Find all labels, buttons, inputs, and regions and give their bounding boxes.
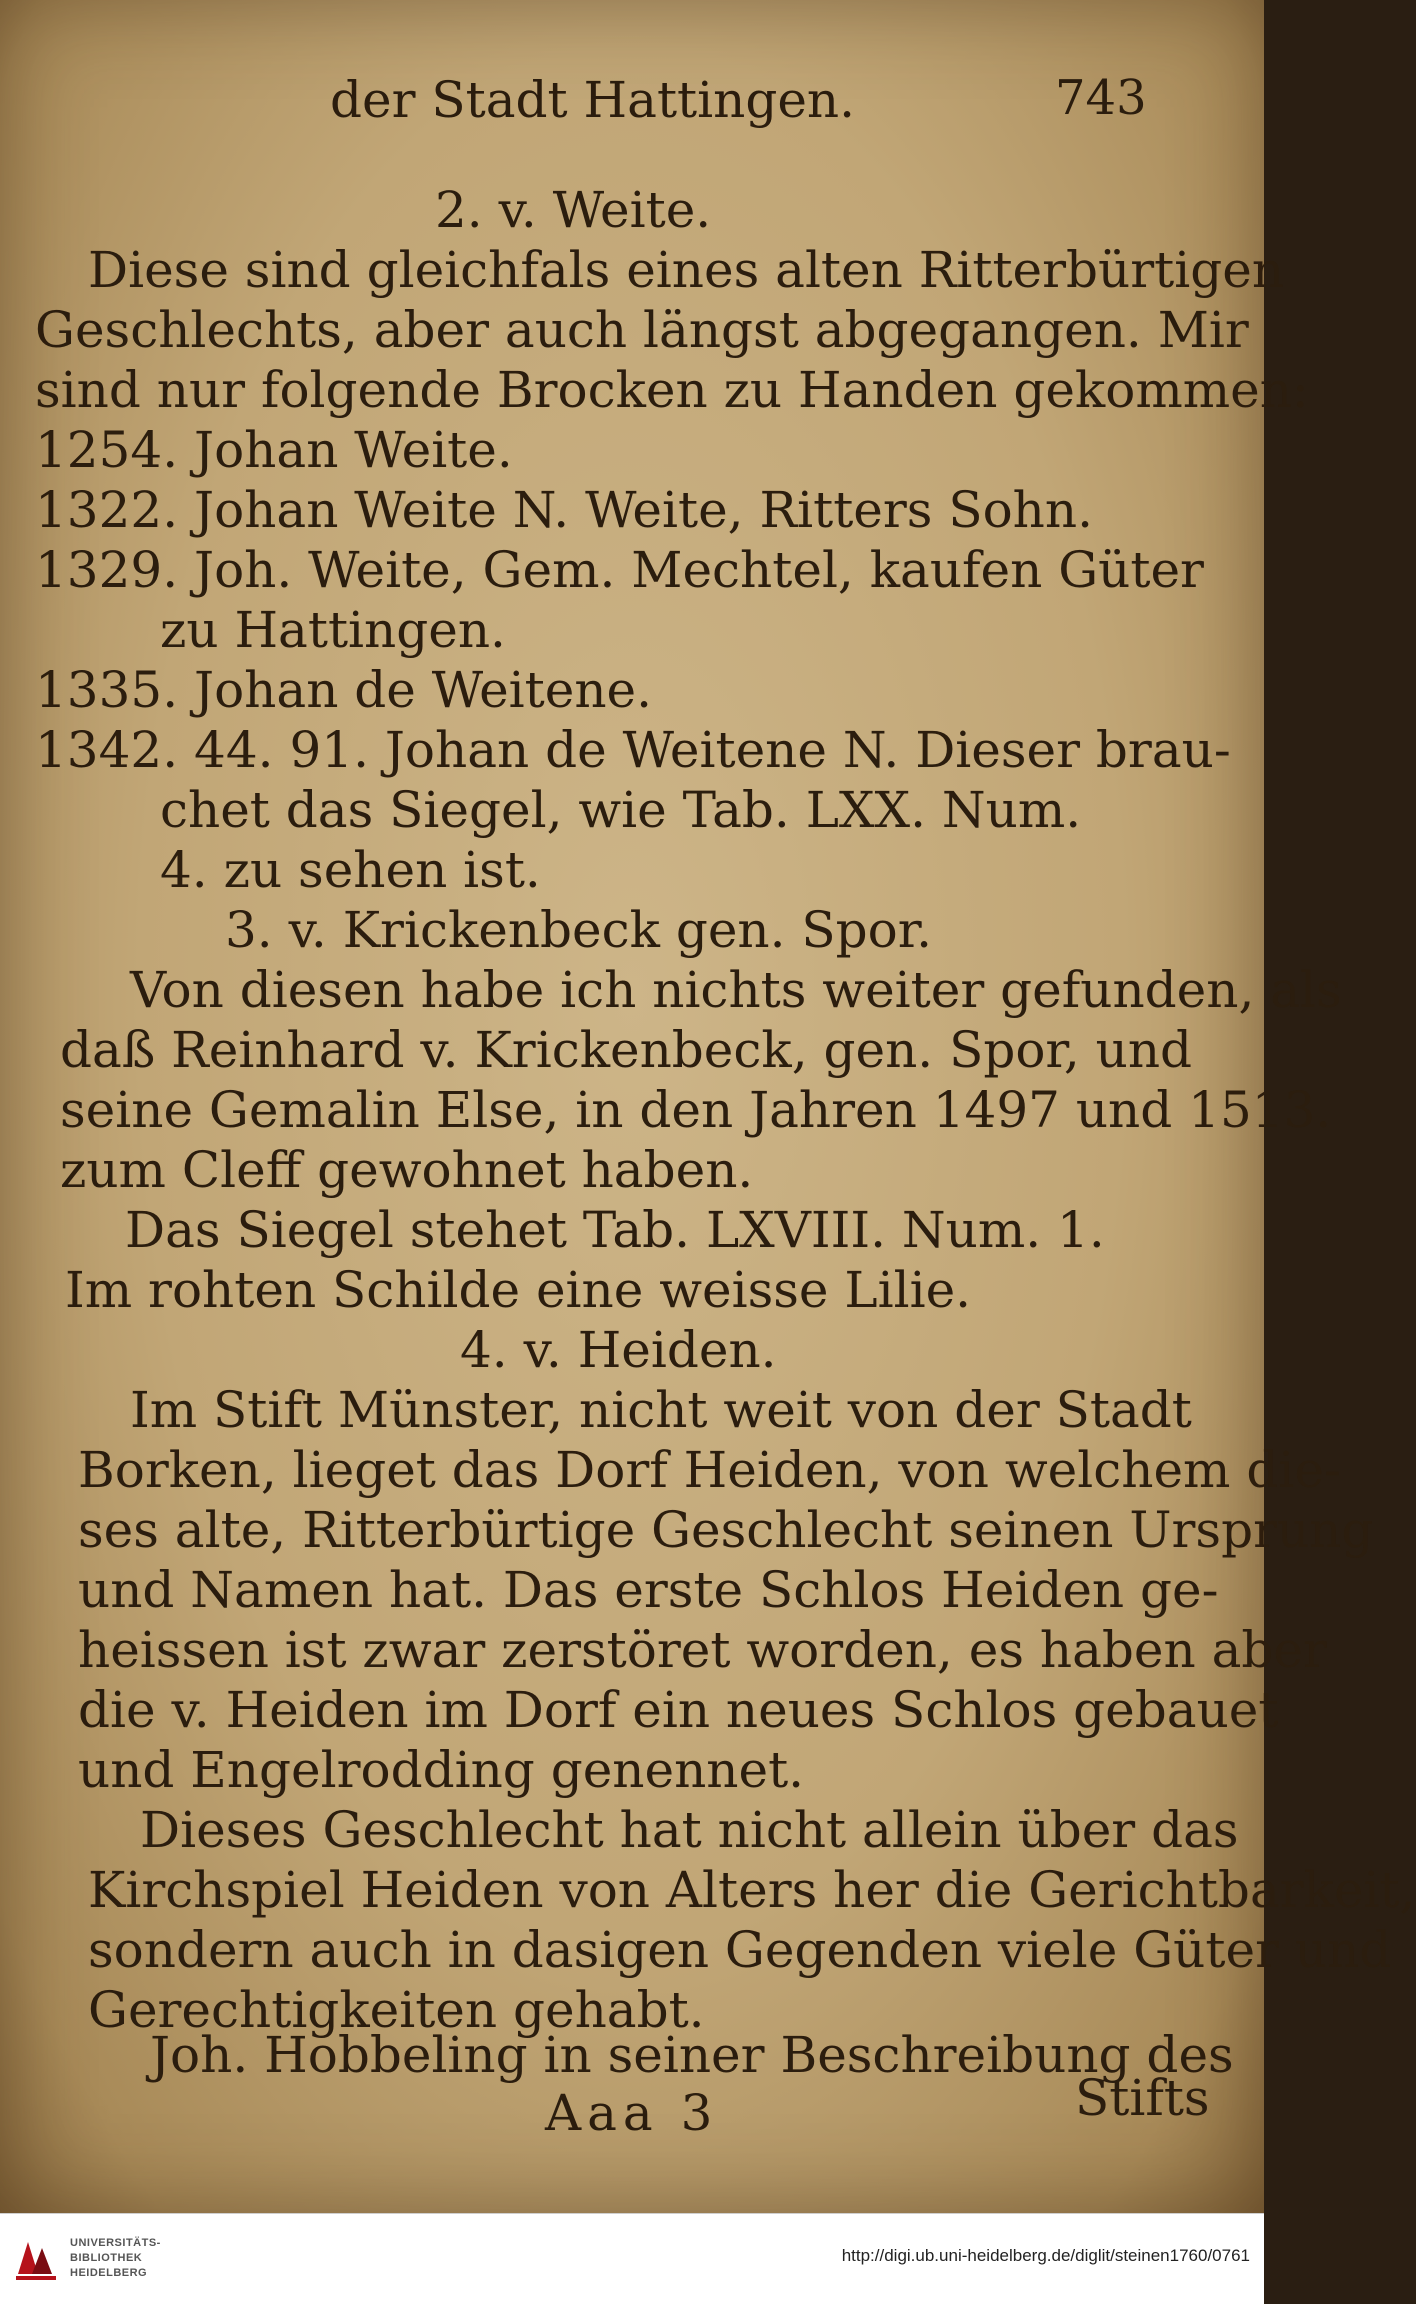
text-line: Kirchspiel Heiden von Alters her die Gerichtbarkeit, — [88, 1861, 1416, 1919]
text-line: Gerechtigkeiten gehabt. — [88, 1981, 705, 2039]
library-name-line: BIBLIOTHEK — [70, 2252, 143, 2264]
text-line: Joh. Hobbeling in seiner Beschreibung des — [150, 2026, 1234, 2084]
text-line: zum Cleff gewohnet haben. — [60, 1141, 754, 1199]
text-line: Im rohten Schilde eine weisse Lilie. — [65, 1261, 972, 1319]
text-line: 1335. Johan de Weitene. — [35, 661, 653, 719]
text-line: Von diesen habe ich nichts weiter gefunden, als — [130, 961, 1342, 1019]
university-library-logo-icon[interactable] — [12, 2234, 62, 2284]
catchword: Stifts — [1075, 2069, 1210, 2127]
running-header-title: der Stadt Hattingen. — [330, 71, 856, 129]
library-name-line: UNIVERSITÄTS- — [70, 2237, 161, 2249]
text-line: 1342. 44. 91. Johan de Weitene N. Dieser brau- — [35, 721, 1231, 779]
text-line: 1254. Johan Weite. — [35, 421, 513, 479]
text-line: ses alte, Ritterbürtige Geschlecht seinen Ursprung — [78, 1501, 1374, 1559]
signature-mark: Aaa 3 — [545, 2084, 719, 2142]
text-line: 4. zu sehen ist. — [160, 841, 541, 899]
section-heading-weite: 2. v. Weite. — [435, 181, 712, 239]
section-heading-krickenbeck: 3. v. Krickenbeck gen. Spor. — [225, 901, 933, 959]
footer-bar — [0, 2213, 1264, 2304]
text-line: die v. Heiden im Dorf ein neues Schlos gebauet — [78, 1681, 1279, 1739]
text-line: sondern auch in dasigen Gegenden viele Güter und — [88, 1921, 1392, 1979]
text-line: seine Gemalin Else, in den Jahren 1497 und 1513. — [60, 1081, 1332, 1139]
text-line: heissen ist zwar zerstöret worden, es haben aber — [78, 1621, 1327, 1679]
text-line: Borken, lieget das Dorf Heiden, von welchem die- — [78, 1441, 1341, 1499]
text-line: Im Stift Münster, nicht weit von der Stadt — [130, 1381, 1192, 1439]
text-line: zu Hattingen. — [160, 601, 506, 659]
text-line: Geschlechts, aber auch längst abgegangen. Mir — [35, 301, 1249, 359]
text-line: und Engelrodding genennet. — [78, 1741, 805, 1799]
text-line: Das Siegel stehet Tab. LXVIII. Num. 1. — [125, 1201, 1105, 1259]
library-name — [70, 2236, 210, 2281]
page-number: 743 — [1055, 70, 1147, 126]
text-line: und Namen hat. Das erste Schlos Heiden ge- — [78, 1561, 1219, 1619]
source-url-link[interactable]: http://digi.ub.uni-heidelberg.de/diglit/steinen1760/0761 — [841, 2246, 1250, 2265]
text-line: 1322. Johan Weite N. Weite, Ritters Sohn. — [35, 481, 1093, 539]
text-line: sind nur folgende Brocken zu Handen gekommen: — [35, 361, 1309, 419]
text-line: daß Reinhard v. Krickenbeck, gen. Spor, und — [60, 1021, 1193, 1079]
text-line: 1329. Joh. Weite, Gem. Mechtel, kaufen Güter — [35, 541, 1204, 599]
library-name-line: HEIDELBERG — [70, 2267, 148, 2279]
text-line: chet das Siegel, wie Tab. LXX. Num. — [160, 781, 1082, 839]
section-heading-heiden: 4. v. Heiden. — [460, 1321, 777, 1379]
text-line: Diese sind gleichfals eines alten Ritterbürtigen — [88, 241, 1285, 299]
text-line: Dieses Geschlecht hat nicht allein über das — [140, 1801, 1239, 1859]
